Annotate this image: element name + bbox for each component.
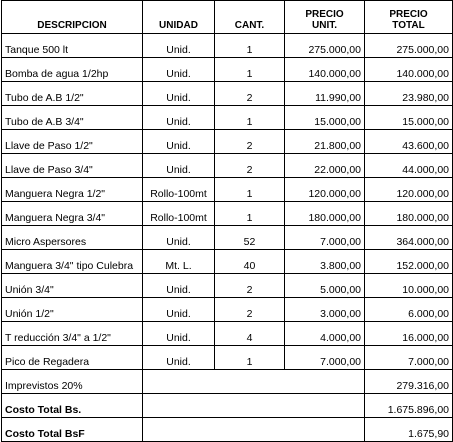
summary-body	[2, 370, 453, 442]
cell-precio-unit: 11.990,00	[285, 82, 365, 106]
table-row	[2, 346, 453, 370]
table-row	[2, 250, 453, 274]
cell-precio-total: 16.000,00	[365, 322, 453, 346]
budget-table	[1, 0, 453, 442]
cell-unidad: Unid.	[143, 106, 215, 130]
cell-precio-unit: 3.800,00	[285, 250, 365, 274]
cell-cant: 1	[215, 58, 285, 82]
table-row	[2, 226, 453, 250]
table-row	[2, 154, 453, 178]
cell-precio-total: 7.000,00	[365, 346, 453, 370]
table-row	[2, 322, 453, 346]
cell-unidad: Unid.	[143, 82, 215, 106]
cell-unidad: Unid.	[143, 298, 215, 322]
cell-cant: 1	[215, 106, 285, 130]
cell-cant: 2	[215, 298, 285, 322]
table-body	[2, 34, 453, 370]
cell-descripcion: Tubo de A.B 1/2"	[2, 82, 143, 106]
cell-cant: 1	[215, 202, 285, 226]
cell-unidad: Rollo-100mt	[143, 202, 215, 226]
cell-descripcion: Unión 1/2"	[2, 298, 143, 322]
cell-unidad: Unid.	[143, 34, 215, 58]
header-precio-total	[365, 1, 453, 34]
summary-label: Imprevistos 20%	[2, 370, 143, 394]
cell-cant: 1	[215, 178, 285, 202]
cell-unidad: Unid.	[143, 58, 215, 82]
table-row	[2, 298, 453, 322]
summary-empty	[143, 370, 365, 394]
header-descripcion: DESCRIPCION	[2, 1, 143, 34]
cell-descripcion: Tanque 500 lt	[2, 34, 143, 58]
cell-precio-total: 120.000,00	[365, 178, 453, 202]
header-precio-total-line2: TOTAL	[392, 20, 425, 31]
table-row	[2, 34, 453, 58]
cell-precio-unit: 275.000,00	[285, 34, 365, 58]
cell-precio-unit: 22.000,00	[285, 154, 365, 178]
cell-cant: 40	[215, 250, 285, 274]
cell-cant: 52	[215, 226, 285, 250]
summary-row	[2, 370, 453, 394]
cell-precio-total: 152.000,00	[365, 250, 453, 274]
summary-row	[2, 394, 453, 418]
header-unidad: UNIDAD	[143, 1, 215, 34]
summary-value: 1.675.896,00	[365, 394, 453, 418]
table-row	[2, 130, 453, 154]
cell-unidad: Unid.	[143, 346, 215, 370]
table-row	[2, 274, 453, 298]
table-row	[2, 106, 453, 130]
cell-precio-unit: 140.000,00	[285, 58, 365, 82]
cell-descripcion: Pico de Regadera	[2, 346, 143, 370]
table-row	[2, 82, 453, 106]
summary-row	[2, 418, 453, 442]
cell-precio-unit: 21.800,00	[285, 130, 365, 154]
cell-descripcion: Manguera 3/4" tipo Culebra	[2, 250, 143, 274]
cell-descripcion: T reducción 3/4" a 1/2"	[2, 322, 143, 346]
cell-precio-unit: 7.000,00	[285, 346, 365, 370]
cell-unidad: Mt. L.	[143, 250, 215, 274]
summary-value: 279.316,00	[365, 370, 453, 394]
cell-descripcion: Manguera Negra 1/2"	[2, 178, 143, 202]
cell-precio-total: 275.000,00	[365, 34, 453, 58]
cell-precio-unit: 7.000,00	[285, 226, 365, 250]
cell-descripcion: Unión 3/4"	[2, 274, 143, 298]
cell-descripcion: Llave de Paso 3/4"	[2, 154, 143, 178]
cell-unidad: Unid.	[143, 226, 215, 250]
cell-precio-total: 43.600,00	[365, 130, 453, 154]
summary-value: 1.675,90	[365, 418, 453, 442]
cell-cant: 1	[215, 34, 285, 58]
summary-label: Costo Total Bs.	[2, 394, 143, 418]
cell-precio-total: 364.000,00	[365, 226, 453, 250]
summary-label: Costo Total BsF	[2, 418, 143, 442]
cell-descripcion: Manguera Negra 3/4"	[2, 202, 143, 226]
cell-descripcion: Tubo de A.B 3/4"	[2, 106, 143, 130]
cell-cant: 2	[215, 130, 285, 154]
cell-precio-unit: 15.000,00	[285, 106, 365, 130]
summary-empty	[143, 394, 365, 418]
cell-unidad: Rollo-100mt	[143, 178, 215, 202]
cell-precio-total: 23.980,00	[365, 82, 453, 106]
cell-precio-total: 180.000,00	[365, 202, 453, 226]
header-precio-unit-line1: PRECIO	[305, 9, 344, 20]
summary-empty	[143, 418, 365, 442]
cell-precio-total: 140.000,00	[365, 58, 453, 82]
cell-precio-total: 15.000,00	[365, 106, 453, 130]
cell-unidad: Unid.	[143, 130, 215, 154]
cell-precio-total: 44.000,00	[365, 154, 453, 178]
header-cant: CANT.	[215, 1, 285, 34]
cell-cant: 4	[215, 322, 285, 346]
cell-descripcion: Bomba de agua 1/2hp	[2, 58, 143, 82]
header-precio-unit	[285, 1, 365, 34]
cell-precio-total: 6.000,00	[365, 298, 453, 322]
cell-precio-total: 10.000,00	[365, 274, 453, 298]
cell-cant: 2	[215, 274, 285, 298]
cell-cant: 2	[215, 82, 285, 106]
cell-cant: 2	[215, 154, 285, 178]
cell-unidad: Unid.	[143, 322, 215, 346]
header-precio-unit-line2: UNIT.	[312, 20, 337, 31]
table-row	[2, 202, 453, 226]
cell-precio-unit: 3.000,00	[285, 298, 365, 322]
cell-unidad: Unid.	[143, 154, 215, 178]
header-precio-total-line1: PRECIO	[389, 9, 428, 20]
cell-precio-unit: 4.000,00	[285, 322, 365, 346]
table-row	[2, 178, 453, 202]
cell-descripcion: Micro Aspersores	[2, 226, 143, 250]
cell-unidad: Unid.	[143, 274, 215, 298]
cell-precio-unit: 120.000,00	[285, 178, 365, 202]
table-row	[2, 58, 453, 82]
header-row	[2, 1, 453, 34]
cell-precio-unit: 5.000,00	[285, 274, 365, 298]
cell-precio-unit: 180.000,00	[285, 202, 365, 226]
cell-descripcion: Llave de Paso 1/2"	[2, 130, 143, 154]
cell-cant: 1	[215, 346, 285, 370]
